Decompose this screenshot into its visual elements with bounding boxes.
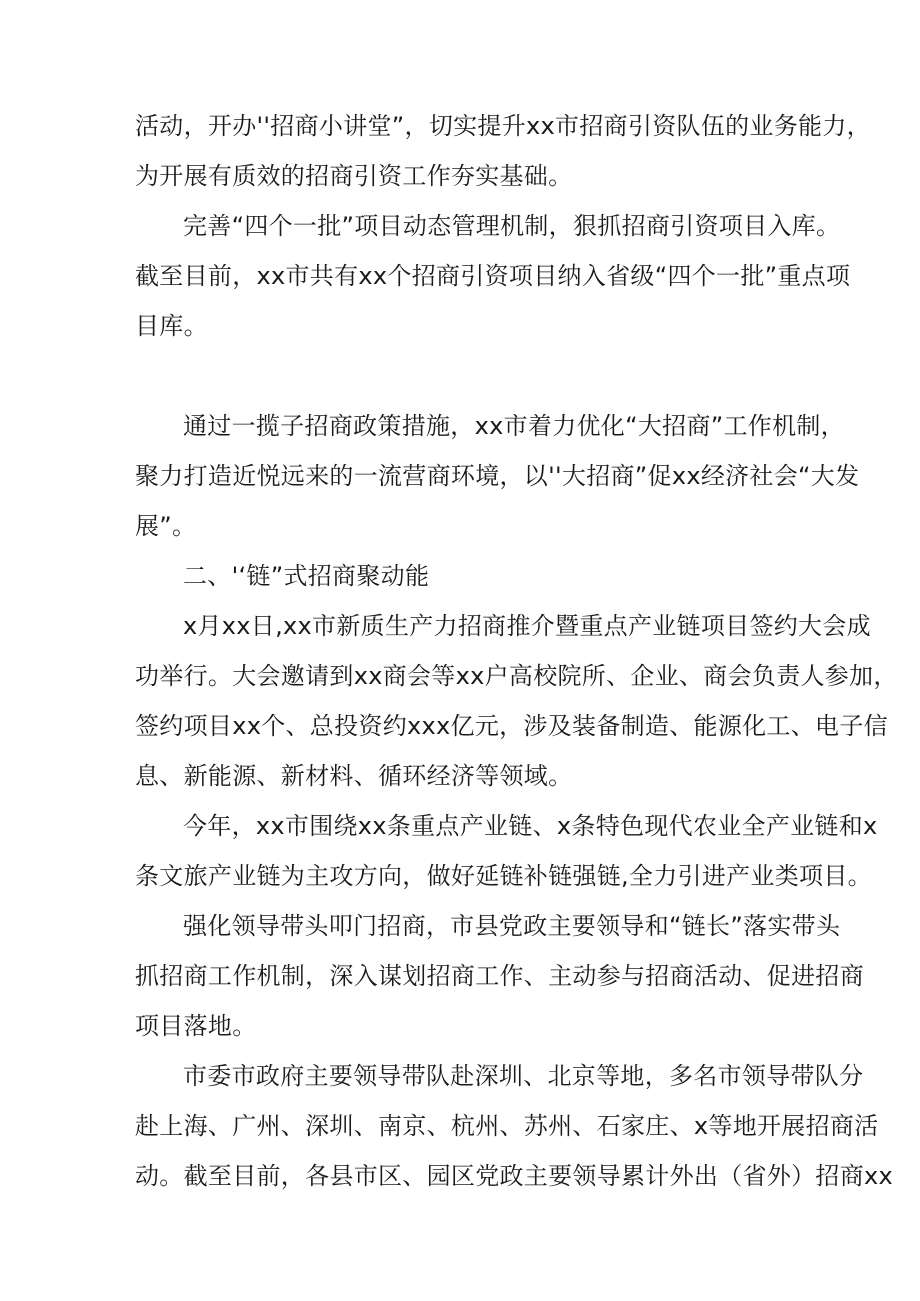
- text-line: 为开展有质效的招商引资工作夯实基础。: [135, 162, 573, 190]
- text-line: 功举行。大会邀请到xx商会等xx户高校院所、企业、商会负责人参加，: [135, 662, 898, 690]
- section-heading: 二、'‘链”式招商聚动能: [183, 562, 430, 590]
- text-line: 活动，开办''招商小讲堂”，切实提升xx市招商引资队伍的业务能力，: [135, 112, 871, 140]
- text-line: 通过一揽子招商政策措施，xx市着力优化“大招商”工作机制，: [183, 412, 845, 440]
- text-line: 赴上海、广州、深圳、南京、杭州、苏州、石家庄、x等地开展招商活: [135, 1112, 879, 1140]
- text-line: 抓招商工作机制，深入谋划招商工作、主动参与招商活动、促进招商: [135, 962, 864, 990]
- text-line: 市委市政府主要领导带队赴深圳、北京等地，多名市领导带队分: [183, 1062, 864, 1090]
- text-line: 目库。: [135, 312, 208, 340]
- text-line: 签约项目xx个、总投资约xxx亿元，涉及装备制造、能源化工、电子信: [135, 712, 888, 740]
- text-line: 条文旅产业链为主攻方向，做好延链补链强链,全力引进产业类项目。: [135, 862, 872, 890]
- text-line: 完善“四个一批”项目动态管理机制，狠抓招商引资项目入库。: [183, 212, 841, 240]
- text-line: 今年，xx市围绕xx条重点产业链、x条特色现代农业全产业链和x: [183, 812, 878, 840]
- text-line: 动。截至目前，各县市区、园区党政主要领导累计外出（省外）招商xx: [135, 1162, 894, 1190]
- text-line: 截至目前，xx市共有xx个招商引资项目纳入省级“四个一批”重点项: [135, 262, 851, 290]
- text-line: 聚力打造近悦远来的一流营商环境，以''大招商”促xx经济社会“大发: [135, 462, 860, 490]
- text-line: 项目落地。: [135, 1012, 257, 1040]
- text-line: x月xx日,xx市新质生产力招商推介暨重点产业链项目签约大会成: [183, 612, 871, 640]
- text-line: 强化领导带头叩门招商，市县党政主要领导和“链长”落实带头: [183, 912, 841, 940]
- text-line: 展”。: [135, 512, 197, 540]
- text-line: 息、新能源、新材料、循环经济等领域。: [135, 762, 573, 790]
